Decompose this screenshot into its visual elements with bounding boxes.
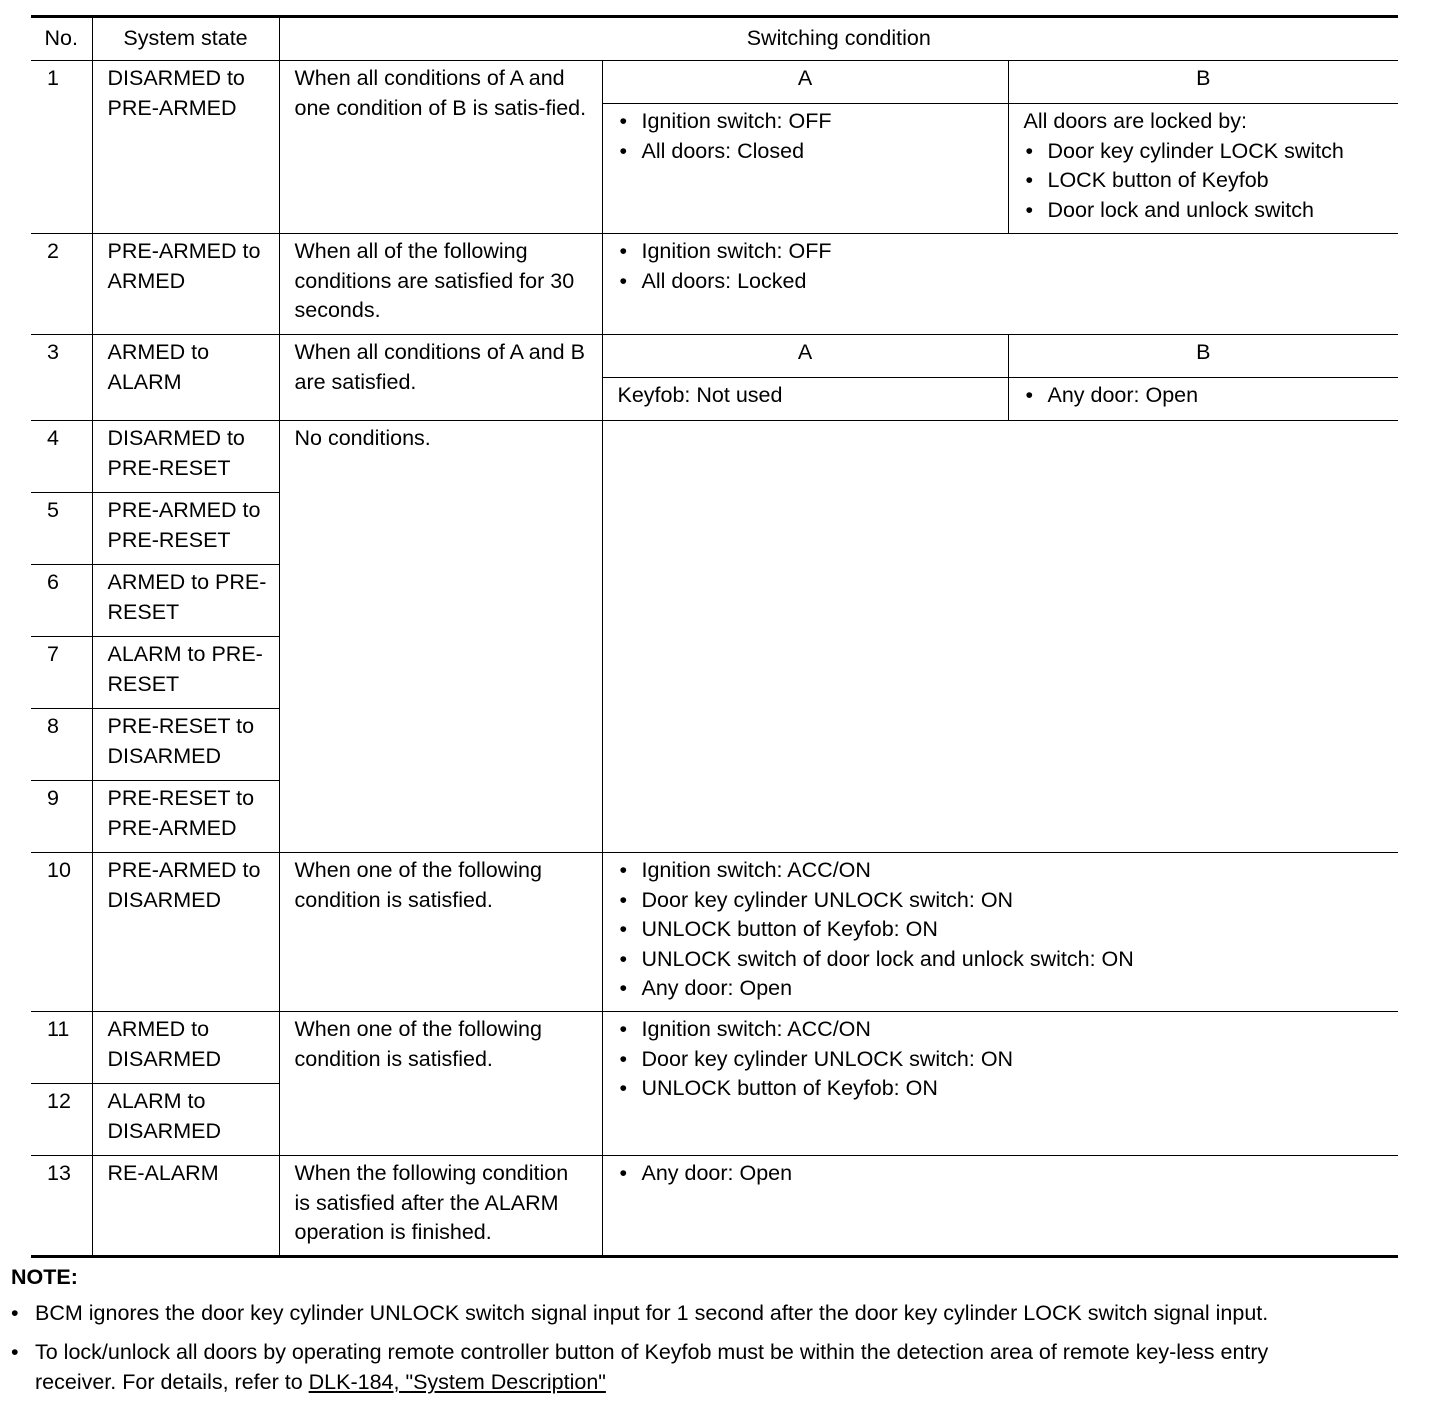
system-state: PRE-ARMED to DISARMED xyxy=(92,853,279,1012)
note-item-text: BCM ignores the door key cylinder UNLOCK switch signal input for 1 second after the door key cylinder LOCK switch signal input. xyxy=(35,1301,1269,1325)
condition-text: No conditions. xyxy=(279,421,602,853)
switching-condition-table xyxy=(31,15,1398,1258)
list-item: • Any door: Open xyxy=(1024,381,1387,411)
sub-header-a: A xyxy=(602,61,1008,104)
list-item: • Door key cylinder UNLOCK switch: ON xyxy=(618,1045,1387,1075)
sub-header-a: A xyxy=(602,335,1008,378)
row-number: 8 xyxy=(31,709,92,781)
row-number: 5 xyxy=(31,493,92,565)
table-row xyxy=(31,1012,1398,1084)
condition-items-cell xyxy=(602,853,1398,1012)
row-number: 9 xyxy=(31,781,92,853)
row-number: 11 xyxy=(31,1012,92,1084)
system-state: PRE-ARMED to PRE-RESET xyxy=(92,493,279,565)
system-state: RE-ALARM xyxy=(92,1156,279,1257)
note-section xyxy=(11,1262,1411,1406)
system-state: ALARM to PRE-RESET xyxy=(92,637,279,709)
table-row xyxy=(31,853,1398,1012)
system-state: ALARM to DISARMED xyxy=(92,1084,279,1156)
list-item: • All doors: Locked xyxy=(618,267,1387,297)
list-item: • UNLOCK button of Keyfob: ON xyxy=(618,915,1387,945)
list-item: • LOCK button of Keyfob xyxy=(1024,166,1387,196)
list-item: • UNLOCK button of Keyfob: ON xyxy=(618,1074,1387,1104)
list-item: • Ignition switch: OFF xyxy=(618,237,1387,267)
header-switching-condition: Switching condition xyxy=(279,17,1398,61)
system-state: DISARMED to PRE-ARMED xyxy=(92,61,279,234)
row-number: 12 xyxy=(31,1084,92,1156)
system-state: ARMED to PRE-RESET xyxy=(92,565,279,637)
system-state: PRE-RESET to DISARMED xyxy=(92,709,279,781)
table-row xyxy=(31,421,1398,493)
sub-header-b: B xyxy=(1008,335,1398,378)
condition-text: When all conditions of A and one condition of B is satis-fied. xyxy=(279,61,602,234)
list-item: • Door key cylinder LOCK switch xyxy=(1024,137,1387,167)
row-number: 2 xyxy=(31,234,92,335)
row-number: 13 xyxy=(31,1156,92,1257)
condition-b-intro: All doors are locked by: xyxy=(1023,109,1247,133)
list-item: • Any door: Open xyxy=(618,1159,1387,1189)
list-item: • Door lock and unlock switch xyxy=(1024,196,1387,226)
condition-text: When all conditions of A and B are satisfied. xyxy=(279,335,602,421)
note-item xyxy=(11,1298,1411,1328)
bullet-icon: • xyxy=(11,1340,19,1364)
condition-a-cell xyxy=(602,104,1008,234)
system-description-link[interactable]: DLK-184, "System Description" xyxy=(308,1370,606,1394)
row-number: 10 xyxy=(31,853,92,1012)
list-item: • Door key cylinder UNLOCK switch: ON xyxy=(618,886,1387,916)
condition-a-cell: Keyfob: Not used xyxy=(602,378,1008,421)
row-number: 3 xyxy=(31,335,92,421)
switching-condition-table-wrapper xyxy=(31,15,1398,1258)
condition-text: When one of the following condition is satisfied. xyxy=(279,853,602,1012)
condition-text: When all of the following conditions are satisfied for 30 seconds. xyxy=(279,234,602,335)
condition-items-cell xyxy=(602,1156,1398,1257)
bullet-icon: • xyxy=(11,1301,19,1325)
header-no: No. xyxy=(31,17,92,61)
condition-text: When the following condition is satisfied after the ALARM operation is finished. xyxy=(279,1156,602,1257)
list-item: • Ignition switch: ACC/ON xyxy=(618,856,1387,886)
condition-b-cell xyxy=(1008,378,1398,421)
table-row xyxy=(31,1156,1398,1257)
list-item: • UNLOCK switch of door lock and unlock switch: ON xyxy=(618,945,1387,975)
condition-items-cell xyxy=(602,234,1398,335)
system-state: DISARMED to PRE-RESET xyxy=(92,421,279,493)
list-item: • Ignition switch: ACC/ON xyxy=(618,1015,1387,1045)
system-state: ARMED to DISARMED xyxy=(92,1012,279,1084)
table-header-row xyxy=(31,17,1398,61)
condition-text: When one of the following condition is satisfied. xyxy=(279,1012,602,1156)
row-number: 1 xyxy=(31,61,92,234)
list-item: • Any door: Open xyxy=(618,974,1387,1004)
header-system-state: System state xyxy=(92,17,279,61)
sub-header-b: B xyxy=(1008,61,1398,104)
note-item xyxy=(11,1337,1320,1397)
condition-items-cell xyxy=(602,1012,1398,1156)
note-item-text: To lock/unlock all doors by operating remote controller button of Keyfob must be within the detection area of remote key-less entry receiver. For details, refer to xyxy=(35,1340,1269,1394)
system-state: PRE-ARMED to ARMED xyxy=(92,234,279,335)
list-item: • Ignition switch: OFF xyxy=(618,107,996,137)
list-item: • All doors: Closed xyxy=(618,137,996,167)
table-row xyxy=(31,234,1398,335)
system-state: PRE-RESET to PRE-ARMED xyxy=(92,781,279,853)
row-number: 7 xyxy=(31,637,92,709)
table-row xyxy=(31,61,1398,104)
note-title: NOTE: xyxy=(11,1265,78,1289)
condition-b-cell xyxy=(1008,104,1398,234)
table-row xyxy=(31,335,1398,378)
row-number: 4 xyxy=(31,421,92,493)
empty-condition-cell xyxy=(602,421,1398,853)
system-state: ARMED to ALARM xyxy=(92,335,279,421)
row-number: 6 xyxy=(31,565,92,637)
